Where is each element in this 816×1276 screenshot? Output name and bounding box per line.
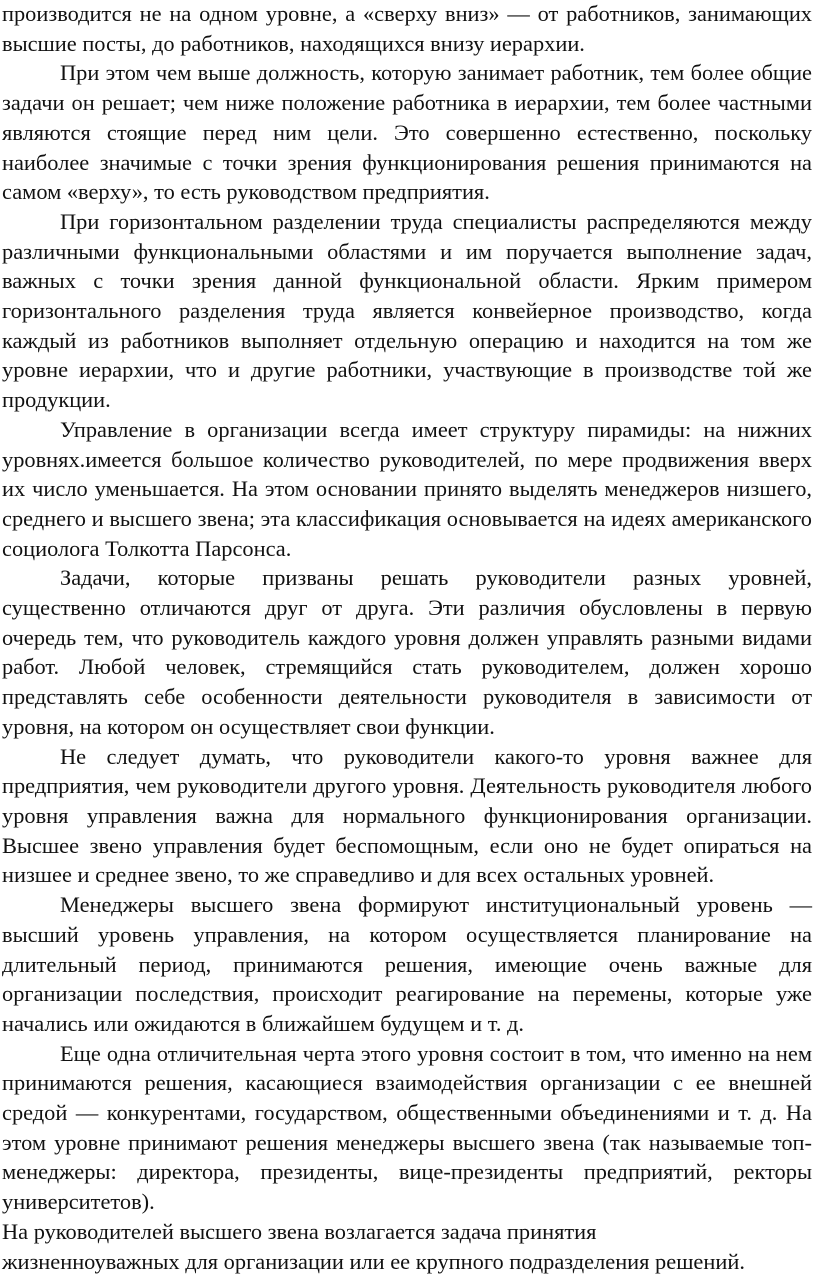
- paragraph-top-managers: Менеджеры высшего звена формируют институциональный уровень — высший уровень управления, на котором осуществляется планирование на длительный период, принимаются решения, имеющие очень важные для организации последствия, происходит реагирование на перемены, которые уже начались или ожидаются в ближайшем будущем и т. д.: [2, 892, 812, 1036]
- paragraph-horizontal-division: При горизонтальном разделении труда специалисты распределяются между различными функциональными областями и им поручается выполнение задач, важных с точки зрения данной функциональной области. Ярким примером горизонтального разделения труда является конвейерное производство, когда каждый из работников выполняет отдельную операцию и находится на том же уровне иерархии, что и другие работники, участвующие в производстве той же продукции.: [2, 208, 812, 413]
- paragraph-level-importance: Не следует думать, что руководители какого-то уровня важнее для предприятия, чем руководители другого уровня. Деятельность руководителя любого уровня управления важна для нормального функционирования организации. Высшее звено управления будет беспомощным, если оно не будет опираться на низшее и среднее звено, то же справедливо и для всех остальных уровней.: [2, 743, 812, 888]
- paragraph-pyramid-structure: Управление в организации всегда имеет структуру пирамиды: на нижних уровнях.имеется большое количество руководителей, по мере продвижения вверх их число уменьшается. На этом основании принято выделять менеджеров низшего, среднего и высшего звена; эта классификация основывается на идеях американского социолога Толкотта Парсонса.: [2, 416, 812, 561]
- paragraph-level-tasks: Задачи, которые призваны решать руководители разных уровней, существенно отличаются друг от друга. Эти различия обусловлены в первую очередь тем, что руководитель каждого уровня должен управлять разными видами работ. Любой человек, стремящийся стать руководителем, должен хорошо представлять себе особенности деятельности руководителя в зависимости от уровня, на котором он осуществляет свои функции.: [2, 565, 812, 739]
- paragraph-final-line-1: На руководителей высшего звена возлагается задача принятия: [2, 1218, 597, 1244]
- paragraph-final-line-2: жизненноуважных для организации или ее крупного подразделения решений.: [2, 1248, 745, 1274]
- paragraph-top-level-feature: Еще одна отличительная черта этого уровня состоит в том, что именно на нем принимаются решения, касающиеся взаимодействия организации с ее внешней средой — конкурентами, государством, общественными объединениями и т. д. На этом уровне принимают решения менеджеры высшего звена (так называемые топ-менеджеры: директора, президенты, вице-президенты предприятий, ректоры университетов).: [2, 1040, 812, 1215]
- paragraph-hierarchy-tasks: При этом чем выше должность, которую занимает работник, тем более общие задачи он решает; чем ниже положение работника в иерархии, тем более частными являются стоящие перед ним цели. Это совершенно естественно, поскольку наиболее значимые с точки зрения функционирования решения принимаются на самом «верху», то есть руководством предприятия.: [2, 60, 812, 205]
- paragraph-continuation: производится не на одном уровне, а «сверху вниз» — от работников, занимающих высшие посты, до работников, находящихся внизу иерархии.: [2, 1, 812, 56]
